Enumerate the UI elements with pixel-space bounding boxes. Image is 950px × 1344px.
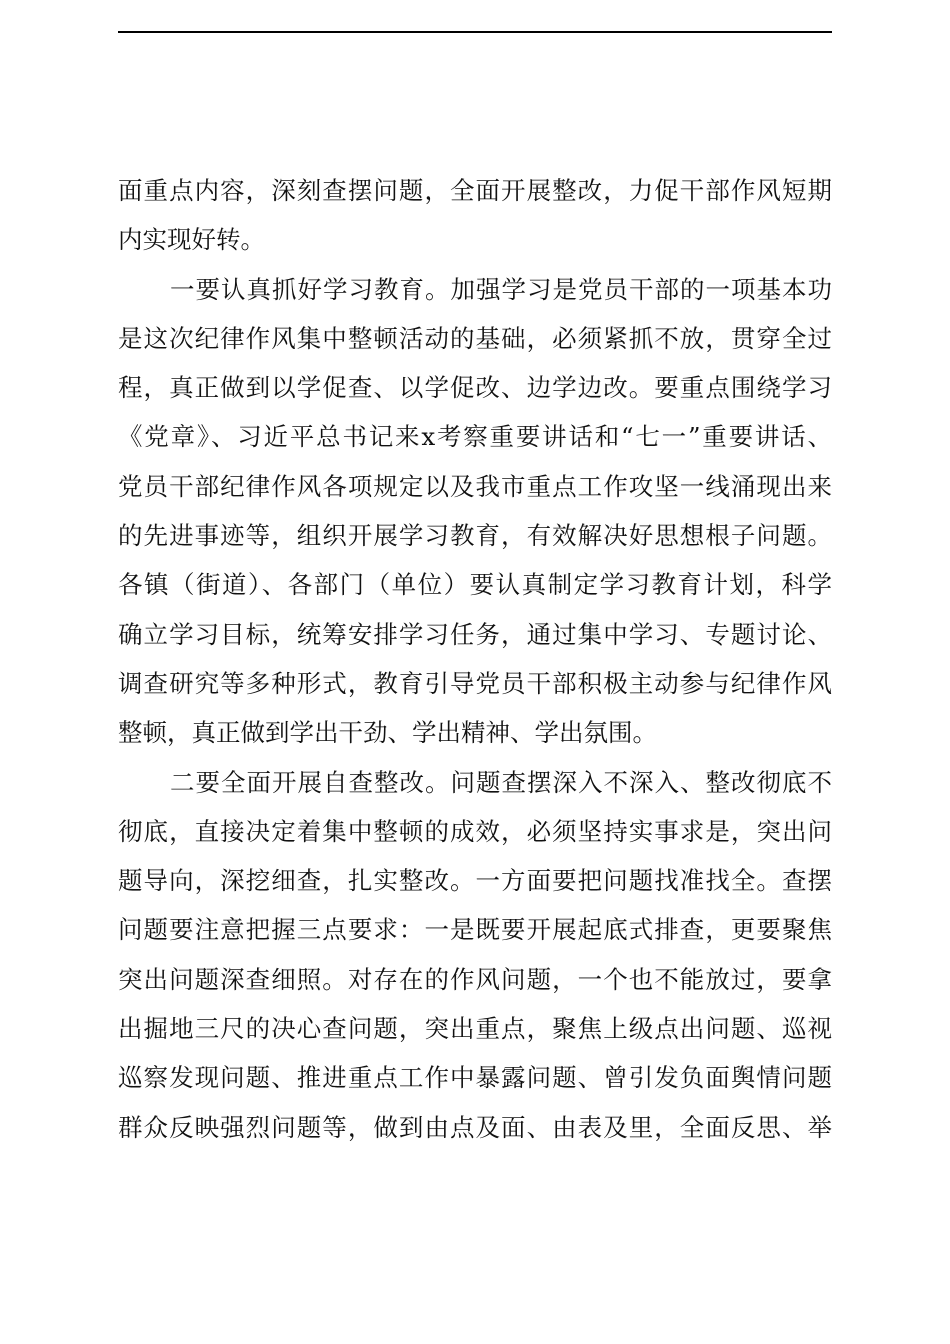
text-line: 彻底，直接决定着集中整顿的成效，必须坚持实事求是，突出问: [118, 816, 832, 846]
text-line: 巡察发现问题、推进重点工作中暴露问题、曾引发负面舆情问题: [118, 1063, 832, 1093]
text-line: 题导向，深挖细查，扎实整改。一方面要把问题找准找全。查摆: [118, 866, 832, 896]
text-line: 突出问题深查细照。对存在的作风问题，一个也不能放过，要拿: [118, 964, 832, 994]
text-line: 问题要注意把握三点要求：一是既要开展起底式排查，更要聚焦: [118, 915, 832, 945]
text-line: 程，真正做到以学促查、以学促改、边学边改。要重点围绕学习: [118, 373, 832, 403]
text-line: 整顿，真正做到学出干劲、学出精神、学出氛围。: [118, 718, 657, 748]
text-line: 的先进事迹等，组织开展学习教育，有效解决好思想根子问题。: [118, 521, 832, 551]
text-line: 调查研究等多种形式，教育引导党员干部积极主动参与纪律作风: [118, 668, 832, 698]
text-line: 《党章》、习近平总书记来x考察重要讲话和“七一”重要讲话、: [118, 422, 832, 452]
text-line: 确立学习目标，统筹安排学习任务，通过集中学习、专题讨论、: [118, 619, 832, 649]
text-line: 一要认真抓好学习教育。加强学习是党员干部的一项基本功: [170, 274, 832, 304]
document-body: [118, 166, 832, 1152]
text-line: 是这次纪律作风集中整顿活动的基础，必须紧抓不放，贯穿全过: [118, 323, 832, 353]
text-line: 各镇（街道）、各部门（单位）要认真制定学习教育计划，科学: [118, 570, 832, 600]
text-line: 党员干部纪律作风各项规定以及我市重点工作攻坚一线涌现出来: [118, 471, 832, 501]
header-rule: [118, 31, 832, 33]
text-line: 内实现好转。: [118, 225, 265, 255]
text-line: 面重点内容，深刻查摆问题，全面开展整改，力促干部作风短期: [118, 176, 832, 205]
text-line: 出掘地三尺的决心查问题，突出重点，聚焦上级点出问题、巡视: [118, 1014, 832, 1044]
text-line: 二要全面开展自查整改。问题查摆深入不深入、整改彻底不: [170, 767, 832, 797]
text-line: 群众反映强烈问题等，做到由点及面、由表及里，全面反思、举: [118, 1112, 832, 1142]
